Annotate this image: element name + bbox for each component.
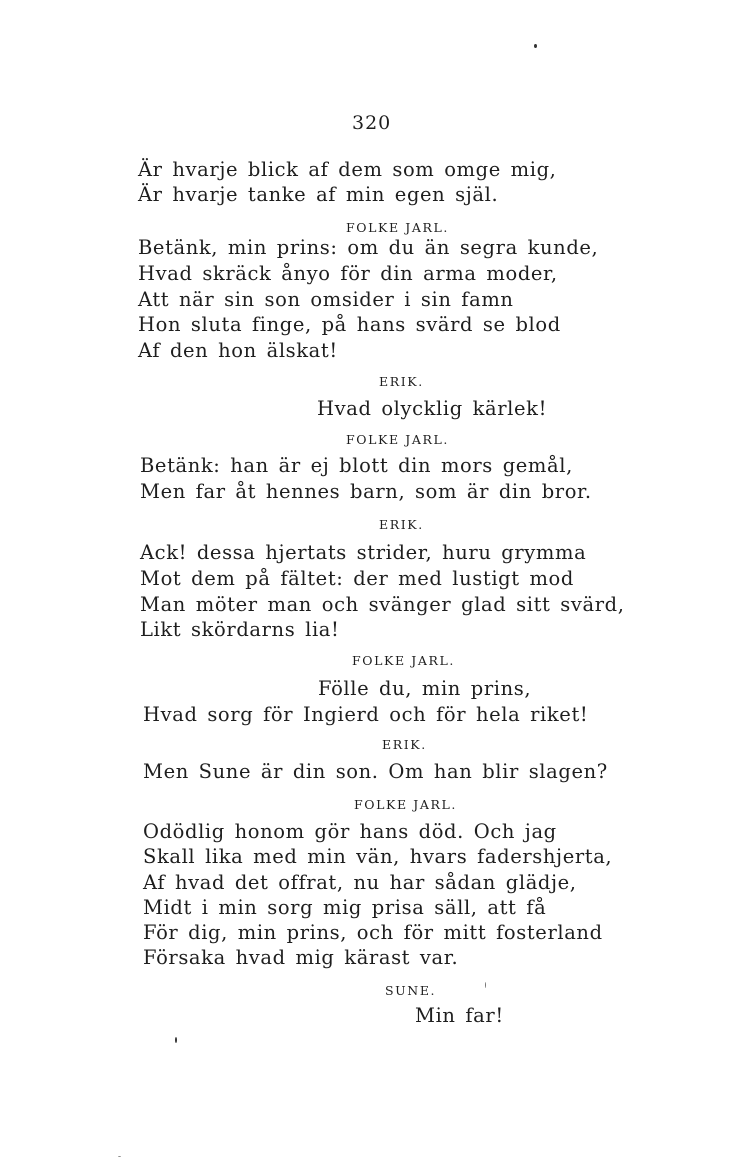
verse-line: Mot dem på fältet: der med lustigt mod xyxy=(140,567,574,590)
verse-line: Midt i min sorg mig prisa säll, att få xyxy=(143,896,547,919)
verse-line: Ack! dessa hjertats strider, huru grymma xyxy=(140,541,587,564)
verse-line: Hvad skräck ånyo för din arma moder, xyxy=(138,262,558,285)
verse-line: Hon sluta finge, på hans svärd se blod xyxy=(138,313,561,336)
verse-line: Skall lika med min vän, hvars fadershjerta, xyxy=(143,845,613,868)
page-number: 320 xyxy=(352,112,392,134)
speaker-label: FOLKE JARL. xyxy=(346,432,449,447)
verse-line: Betänk: han är ej blott din mors gemål, xyxy=(140,454,573,477)
verse-line: För dig, min prins, och för mitt fosterland xyxy=(143,921,603,944)
verse-line: Min far! xyxy=(415,1004,504,1027)
verse-line: Att när sin son omsider i sin famn xyxy=(138,288,514,311)
scan-speck xyxy=(175,1037,177,1043)
speaker-label: FOLKE JARL. xyxy=(354,797,457,812)
speaker-label: ERIK. xyxy=(379,374,424,389)
speaker-label: FOLKE JARL. xyxy=(346,220,449,235)
verse-line: Hvad sorg för Ingierd och för hela riket! xyxy=(143,703,589,726)
verse-line: Af hvad det offrat, nu har sådan glädje, xyxy=(143,871,577,894)
verse-line: Men far åt hennes barn, som är din bror. xyxy=(140,480,592,503)
speaker-label: SUNE. xyxy=(385,983,437,998)
speaker-label: FOLKE JARL. xyxy=(352,653,455,668)
verse-line: Men Sune är din son. Om han blir slagen? xyxy=(143,760,608,783)
verse-line: Fölle du, min prins, xyxy=(318,677,532,700)
scan-speck xyxy=(485,982,486,988)
speaker-label: ERIK. xyxy=(382,737,427,752)
verse-line: Är hvarje blick af dem som omge mig, xyxy=(138,158,557,181)
scan-speck xyxy=(118,1156,121,1157)
verse-line: Af den hon älskat! xyxy=(138,339,338,362)
verse-line: Är hvarje tanke af min egen själ. xyxy=(138,183,499,206)
verse-line: Odödlig honom gör hans död. Och jag xyxy=(143,820,557,843)
verse-line: Hvad olycklig kärlek! xyxy=(317,397,548,420)
verse-line: Likt skördarns lia! xyxy=(140,618,340,641)
verse-line: Man möter man och svänger glad sitt svärd, xyxy=(140,593,625,616)
verse-line: Försaka hvad mig kärast var. xyxy=(143,946,459,969)
verse-line: Betänk, min prins: om du än segra kunde, xyxy=(138,236,599,259)
speaker-label: ERIK. xyxy=(379,517,424,532)
scan-speck xyxy=(534,44,537,48)
